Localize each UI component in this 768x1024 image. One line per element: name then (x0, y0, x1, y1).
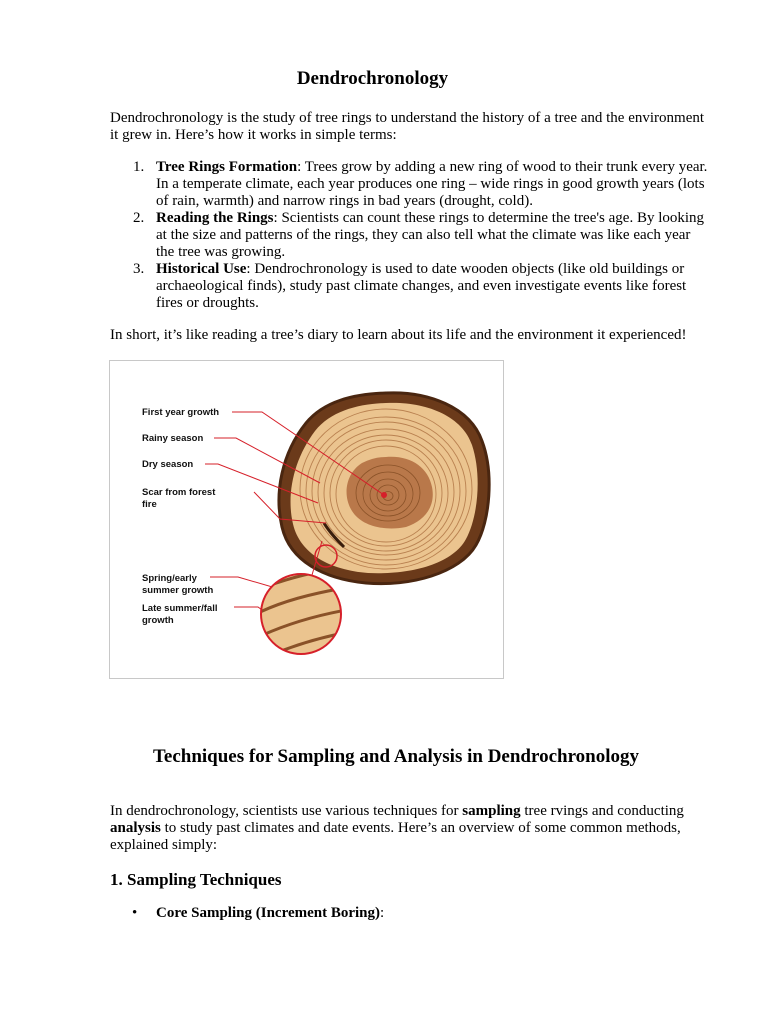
label-first-year-growth: First year growth (142, 407, 220, 418)
summary-paragraph: In short, it’s like reading a tree’s diary to learn about its life and the environment it experienced! (110, 327, 687, 343)
list-number: 3. (133, 261, 145, 277)
label-dry-season: Dry season (142, 459, 194, 470)
list-item (110, 905, 710, 922)
intro-paragraph: Dendrochronology is the study of tree rings to understand the history of a tree and the environment it grew in. Here’s how it works in simple terms: (110, 110, 705, 143)
label-scar-forest-fire-1: Scar from forest (142, 487, 216, 498)
list-item (110, 261, 710, 312)
label-rainy-season: Rainy season (142, 433, 204, 444)
list-term: Core Sampling (Increment Boring) (156, 905, 381, 921)
list-term: Reading the Rings (156, 210, 274, 226)
section-intro-text: tree rvings and conducting (520, 803, 684, 819)
bullet-symbol: • (132, 905, 138, 921)
subsection-heading: 1. Sampling Techniques (110, 870, 282, 889)
label-spring-growth-1: Spring/early (142, 573, 197, 584)
section-title: Techniques for Sampling and Analysis in Dendrochronology (152, 746, 640, 767)
section-intro-text: to study past climates and date events. Here’s an overview of some common methods, explained simply: (110, 820, 681, 853)
list-text: : (380, 905, 385, 921)
list-text: : Scientists can count these rings to determine the tree's age. By looking at the size and patterns of the rings, they can also tell what the climate was like each year the tree was growing. (156, 210, 705, 260)
list-number: 1. (133, 159, 145, 175)
list-term: Historical Use (156, 261, 247, 277)
section-intro-paragraph (110, 803, 710, 854)
label-late-summer-growth-1: Late summer/fall (142, 603, 218, 614)
section-intro-bold-analysis: analysis (110, 820, 161, 836)
label-scar-forest-fire-2: fire (142, 499, 157, 510)
tree-ring-diagram (109, 360, 504, 679)
list-item (110, 159, 710, 210)
section-intro-bold-sampling: sampling (462, 803, 521, 819)
pith-marker (381, 492, 387, 498)
list-item (110, 210, 710, 261)
bullet-list (110, 905, 710, 922)
trunk-cross-section (279, 393, 489, 584)
document-title: Dendrochronology (296, 68, 449, 89)
list-text: : Trees grow by adding a new ring of wood to their trunk every year. In a temperate climate, each year produces one ring – wide rings in good growth years (lots of rain, warmth) and narrow rings in bad years (drought, cold). (156, 159, 708, 209)
list-term: Tree Rings Formation (156, 159, 298, 175)
zoom-inset (250, 567, 354, 663)
list-number: 2. (133, 210, 145, 226)
label-spring-growth-2: summer growth (142, 585, 214, 596)
section-intro-text: In dendrochronology, scientists use various techniques for (110, 803, 463, 819)
steps-list (110, 159, 710, 312)
label-late-summer-growth-2: growth (142, 615, 174, 626)
tree-ring-illustration (110, 361, 505, 680)
list-text: : Dendrochronology is used to date wooden objects (like old buildings or archaeological finds), study past climate changes, and even investigate events like forest fires or droughts. (156, 261, 687, 311)
